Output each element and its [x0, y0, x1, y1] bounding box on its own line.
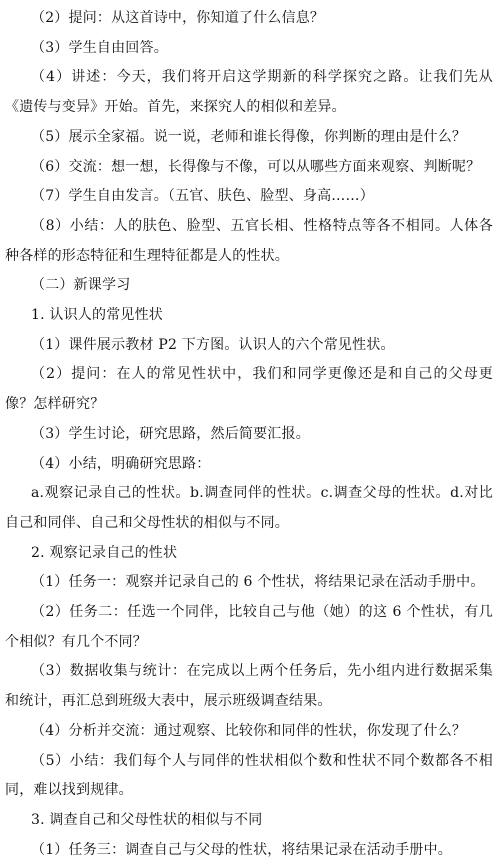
subheading-parents-traits: 3. 调查自己和父母性状的相似与不同	[31, 811, 263, 828]
paragraph-narration: （4）讲述：今天，我们将开启这学期新的科学探究之路。让我们先从《遗传与变异》开始。首先，来探究人的相似和差异。	[5, 69, 493, 116]
paragraph-student-speech: （7）学生自由发言。（五官、肤色、脸型、身高……）	[31, 188, 374, 205]
subheading-record-own-traits: 2. 观察记录自己的性状	[31, 544, 178, 561]
subheading-common-traits: 1. 认识人的常见性状	[31, 307, 164, 324]
paragraph-courseware: （1）课件展示教材 P2 下方图。认识人的六个常见性状。	[31, 336, 395, 353]
paragraph-research-steps: a.观察记录自己的性状。b.调查同伴的性状。c.调查父母的性状。d.对比自己和同伴、自己和父母性状的相似与不同。	[5, 485, 493, 531]
paragraph-task-one: （1）任务一：观察并记录自己的 6 个性状，将结果记录在活动手册中。	[31, 574, 485, 591]
paragraph-analysis: （4）分析并交流：通过观察、比较你和同伴的性状，你发现了什么？	[31, 722, 467, 739]
paragraph-question-poem: （2）提问：从这首诗中，你知道了什么信息？	[31, 10, 325, 26]
paragraph-task-two: （2）任务二：任选一个同伴，比较自己与他（她）的这 6 个性状，有几个相似？有几个不同？	[5, 604, 493, 650]
section-heading-new-lesson: （二）新课学习	[31, 277, 131, 294]
paragraph-summary-pattern: （5）小结：我们每个人与同伴的性状相似个数和性状不同个数都各不相同，难以找到规律。	[5, 752, 493, 799]
paragraph-summary-approach: （4）小结，明确研究思路：	[31, 455, 211, 472]
paragraph-task-three: （1）任务三：调查自己与父母的性状，将结果记录在活动手册中。	[31, 841, 452, 858]
paragraph-student-answer: （3）学生自由回答。	[31, 39, 168, 56]
paragraph-question-similarity: （2）提问：在人的常见性状中，我们和同学更像还是和自己的父母更像？怎样研究？	[5, 366, 493, 413]
paragraph-discussion: （6）交流：想一想，长得像与不像，可以从哪些方面来观察、判断呢？	[31, 158, 481, 175]
paragraph-data-collection: （3）数据收集与统计：在完成以上两个任务后，先小组内进行数据采集和统计，再汇总到班级大表中，展示班级调查结果。	[5, 663, 493, 710]
paragraph-summary-traits: （8）小结：人的肤色、脸型、五官长相、性格特点等各不相同。人体各种各样的形态特征和生理特征都是人的性状。	[5, 217, 493, 264]
paragraph-family-photo: （5）展示全家福。说一说，老师和谁长得像，你判断的理由是什么？	[31, 128, 467, 145]
paragraph-student-discussion: （3）学生讨论，研究思路，然后简要汇报。	[31, 425, 310, 442]
